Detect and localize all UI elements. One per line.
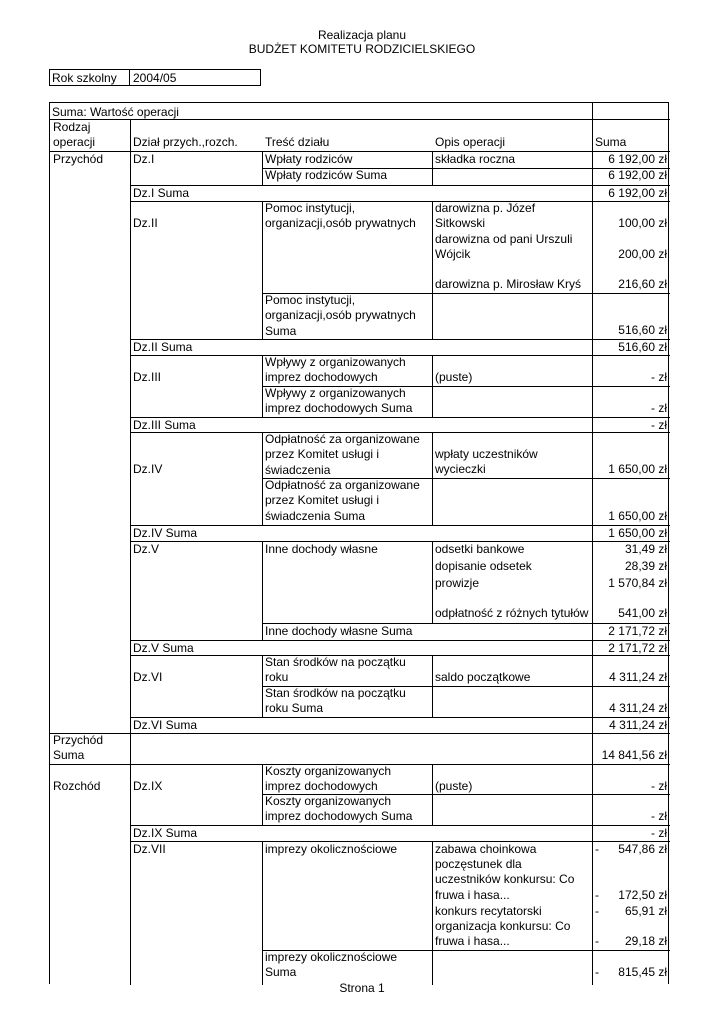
dz2-content-sum-value: 516,60 zł	[618, 323, 667, 337]
division-dz9: Dz.IX	[133, 779, 163, 793]
page-subtitle: BUDŻET KOMITETU RODZICIELSKIEGO	[248, 42, 476, 56]
dz5-value-2: 28,39 zł	[624, 559, 667, 573]
dz7-value-3: 65,91 zł	[624, 904, 667, 918]
col-header-division: Dział przych.,rozch.	[133, 135, 238, 150]
dz7-content-sum: imprezy okolicznościowe Suma	[265, 950, 398, 980]
dz7-description-2: poczęstunek dla uczestników konkursu: Co fruwa i hasa...	[435, 857, 575, 902]
division-dz2: Dz.II	[133, 216, 158, 230]
dz2-description-3: darowizna p. Mirosław Kryś	[435, 277, 582, 291]
dz7-minus-3: -	[595, 904, 599, 918]
dz7-content: imprezy okolicznościowe	[265, 842, 398, 856]
dz6-content-sum-value: 4 311,24 zł	[609, 701, 667, 715]
dz5-content: Inne dochody własne	[265, 542, 378, 556]
dz7-minus-4: -	[595, 934, 599, 948]
dz1-content-sum-value: 6 192,00 zł	[608, 168, 667, 182]
dz7-description-4: organizacja konkursu: Co fruwa i hasa...	[435, 919, 571, 949]
dz2-value-2: 200,00 zł	[618, 247, 667, 261]
dz7-minus-2: -	[595, 888, 599, 902]
school-year-value: 2004/05	[133, 71, 177, 85]
dz9-content: Koszty organizowanych imprez dochodowych	[265, 764, 392, 794]
dz2-description-1: darowizna p. Józef Sitkowski	[435, 201, 536, 231]
dz1-content: Wpłaty rodziców	[265, 152, 353, 166]
dz4-total-value: 1 650,00 zł	[608, 526, 667, 540]
col-header-content: Treść działu	[265, 135, 330, 150]
dz2-content-sum: Pomoc instytucji, organizacji,osób prywatnych Suma	[265, 293, 416, 338]
dz2-total-value: 516,60 zł	[618, 340, 667, 354]
dz6-description: saldo początkowe	[435, 670, 531, 684]
dz1-total-label: Dz.I Suma	[133, 186, 190, 200]
dz5-content-sum-value: 2 171,72 zł	[608, 624, 667, 638]
division-dz3: Dz.III	[133, 370, 162, 384]
dz5-content-sum: Inne dochody własne Suma	[265, 624, 413, 638]
dz5-value-3: 1 570,84 zł	[608, 576, 667, 590]
dz7-description-1: zabawa choinkowa	[435, 842, 537, 856]
type-income: Przychód	[53, 152, 104, 166]
dz7-minus-sum: -	[595, 965, 599, 979]
col-header-type: Rodzaj operacji	[53, 120, 96, 150]
division-dz7: Dz.VII	[133, 842, 166, 856]
division-dz6: Dz.VI	[133, 670, 163, 684]
dz4-content-sum-value: 1 650,00 zł	[608, 509, 667, 523]
dz7-value-1: 547,86 zł	[618, 842, 667, 856]
dz4-total-label: Dz.IV Suma	[133, 526, 198, 540]
dz6-value: 4 311,24 zł	[609, 670, 667, 684]
dz4-value: 1 650,00 zł	[608, 462, 667, 476]
dz9-description: (puste)	[435, 779, 473, 793]
dz5-value-1: 31,49 zł	[624, 542, 667, 556]
budget-table	[49, 102, 669, 984]
division-dz5: Dz.V	[133, 542, 160, 556]
division-dz1: Dz.I	[133, 152, 155, 166]
dz5-total-value: 2 171,72 zł	[608, 641, 667, 655]
dz9-content-sum: Koszty organizowanych imprez dochodowych Suma	[265, 794, 413, 824]
dz7-description-3: konkurs recytatorski	[435, 904, 542, 918]
dz2-content: Pomoc instytucji, organizacji,osób prywatnych	[265, 201, 416, 231]
dz1-total-value: 6 192,00 zł	[608, 186, 667, 200]
dz2-value-3: 216,60 zł	[618, 277, 667, 291]
page-number: Strona 1	[339, 981, 385, 995]
dz2-total-label: Dz.II Suma	[133, 340, 193, 354]
dz1-content-sum: Wpłaty rodziców Suma	[265, 168, 388, 182]
dz5-description-3: prowizje	[435, 576, 480, 590]
dz4-content-sum: Odpłatność za organizowane przez Komitet usługi i świadczenia Suma	[265, 478, 420, 523]
dz5-description-1: odsetki bankowe	[435, 542, 525, 556]
dz1-description: składka roczna	[435, 152, 516, 166]
dz7-content-sum-value: 815,45 zł	[618, 965, 667, 979]
dz6-total-value: 4 311,24 zł	[609, 718, 667, 732]
school-year-box	[49, 69, 261, 86]
dz3-total-label: Dz.III Suma	[133, 418, 196, 432]
dz3-value: - zł	[651, 370, 667, 384]
dz9-total-value: - zł	[651, 826, 667, 840]
dz5-value-4: 541,00 zł	[618, 606, 667, 620]
dz6-content: Stan środków na początku roku	[265, 655, 406, 685]
dz3-total-value: - zł	[651, 418, 667, 432]
dz2-description-2: darowizna od pani Urszuli Wójcik	[435, 232, 573, 262]
school-year-label: Rok szkolny	[52, 71, 117, 85]
table-caption: Suma: Wartość operacji	[52, 105, 179, 119]
dz4-description: wpłaty uczestników wycieczki	[435, 447, 538, 477]
dz3-content: Wpływy z organizowanych imprez dochodowych	[265, 355, 406, 385]
dz5-description-2: dopisanie odsetek	[435, 559, 532, 573]
dz7-value-2: 172,50 zł	[618, 888, 667, 902]
dz3-description: (puste)	[435, 370, 473, 384]
dz9-content-sum-value: - zł	[651, 809, 667, 823]
col-header-description: Opis operacji	[435, 135, 506, 150]
dz6-total-label: Dz.VI Suma	[133, 718, 198, 732]
dz1-value: 6 192,00 zł	[608, 152, 667, 166]
dz7-value-4: 29,18 zł	[624, 934, 667, 948]
income-total-label: Przychód Suma	[53, 733, 104, 763]
dz5-total-label: Dz.V Suma	[133, 641, 194, 655]
dz4-content: Odpłatność za organizowane przez Komitet usługi i świadczenia	[265, 432, 420, 477]
division-dz4: Dz.IV	[133, 462, 163, 476]
dz9-value: - zł	[651, 779, 667, 793]
dz5-description-4: odpłatność z różnych tytułów	[435, 606, 589, 620]
dz2-value-1: 100,00 zł	[618, 216, 667, 230]
dz7-minus-1: -	[595, 842, 599, 856]
dz3-content-sum: Wpływy z organizowanych imprez dochodowych Suma	[265, 386, 413, 416]
type-expense: Rozchód	[53, 779, 101, 793]
income-total-value: 14 841,56 zł	[601, 748, 667, 762]
page-title: Realizacja planu	[317, 28, 407, 42]
dz9-total-label: Dz.IX Suma	[133, 826, 198, 840]
col-header-sum: Suma	[595, 135, 627, 150]
dz6-content-sum: Stan środków na początku roku Suma	[265, 686, 406, 716]
dz3-content-sum-value: - zł	[651, 401, 667, 415]
